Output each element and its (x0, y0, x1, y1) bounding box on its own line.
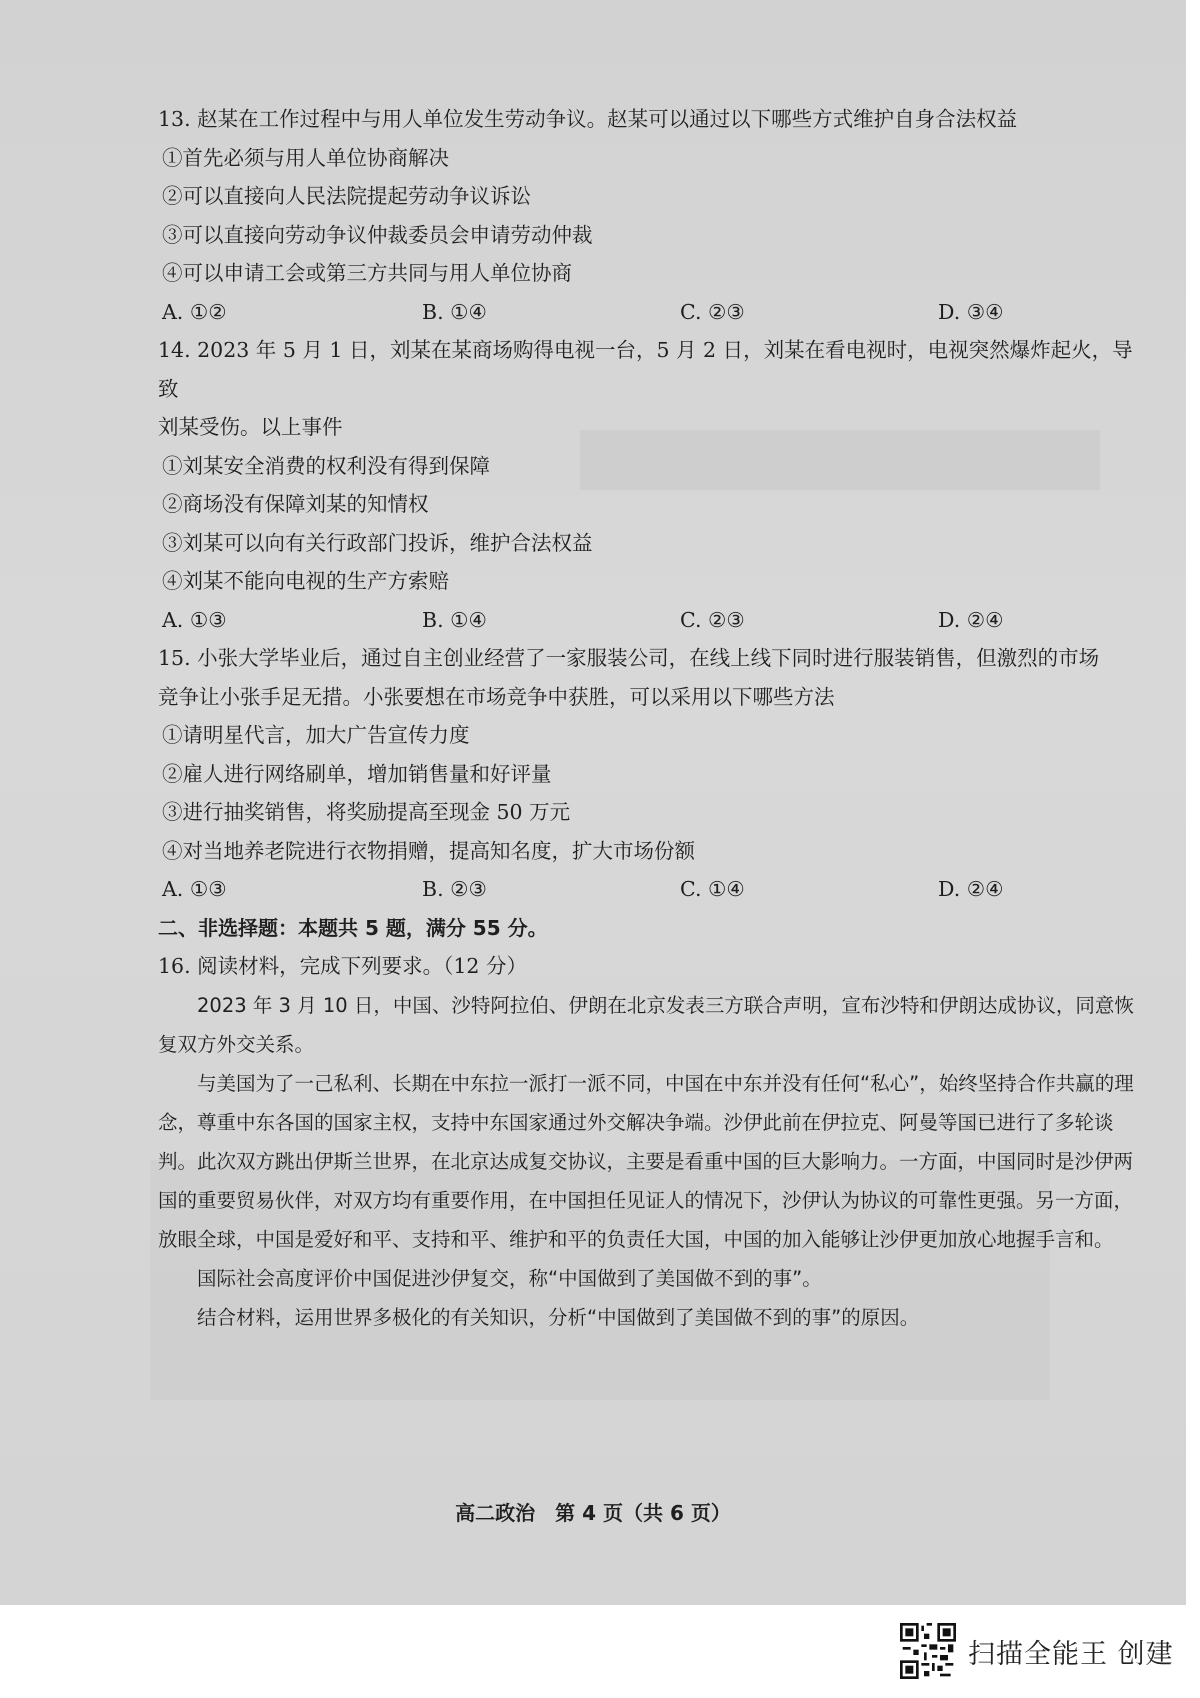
choice-b: B. ②③ (422, 877, 487, 901)
option: ①请明星代言，加大广告宣传力度 (162, 723, 470, 747)
choice-d: D. ②④ (938, 607, 1004, 632)
exam-content (158, 100, 1143, 1337)
page-footer: 高二政治 第 4 页（共 6 页） (455, 1501, 731, 1525)
choice-d: D. ②④ (938, 877, 1004, 901)
choice-a: A. ①③ (162, 607, 227, 632)
option: ④刘某不能向电视的生产方索赔 (162, 569, 449, 593)
question-stem: 14. 2023 年 5 月 1 日，刘某在某商场购得电视一台，5 月 2 日，刘某在看电视时，电视突然爆炸起火，导致 (158, 338, 1133, 401)
option: ③刘某可以向有关行政部门投诉，维护合法权益 (162, 530, 593, 555)
option: ③可以直接向劳动争议仲裁委员会申请劳动仲裁 (162, 222, 593, 247)
option: ①首先必须与用人单位协商解决 (162, 145, 449, 170)
option: ②可以直接向人民法院提起劳动争议诉讼 (162, 184, 531, 208)
choice-c: C. ②③ (680, 299, 745, 324)
answer-choices (158, 293, 1143, 332)
answer-choices (158, 870, 1143, 909)
option: ②雇人进行网络刷单，增加销售量和好评量 (162, 761, 552, 786)
option: ④可以申请工会或第三方共同与用人单位协商 (162, 261, 572, 285)
choice-b: B. ①④ (422, 607, 487, 632)
qr-code-icon (900, 1623, 956, 1679)
question-15 (158, 639, 1143, 909)
choice-a: A. ①② (162, 299, 227, 324)
material-paragraph: 2023 年 3 月 10 日，中国、沙特阿拉伯、伊朗在北京发表三方联合声明，宣布沙特和伊朗达成协议，同意恢复双方外交关系。 (158, 993, 1134, 1056)
question-stem-cont: 刘某受伤。以上事件 (158, 415, 343, 439)
choice-a: A. ①③ (162, 877, 227, 901)
answer-choices (158, 601, 1143, 640)
option: ④对当地养老院进行衣物捐赠，提高知名度，扩大市场份额 (162, 838, 695, 863)
option: ②商场没有保障刘某的知情权 (162, 492, 429, 516)
question-stem: 13. 赵某在工作过程中与用人单位发生劳动争议。赵某可以通过以下哪些方式维护自身合法权益 (158, 107, 1018, 131)
material-paragraph: 国际社会高度评价中国促进沙伊复交，称“中国做到了美国做不到的事”。 (197, 1266, 822, 1290)
choice-c: C. ②③ (680, 607, 745, 632)
option: ③进行抽奖销售，将奖励提高至现金 50 万元 (162, 800, 571, 824)
option: ①刘某安全消费的权利没有得到保障 (162, 453, 490, 478)
question-stem-cont: 竞争让小张手足无措。小张要想在市场竞争中获胜，可以采用以下哪些方法 (158, 684, 835, 709)
question-13 (158, 100, 1143, 331)
question-16 (158, 947, 1143, 1337)
question-stem: 16. 阅读材料，完成下列要求。（12 分） (158, 954, 527, 978)
material-paragraph: 与美国为了一己私利、长期在中东拉一派打一派不同，中国在中东并没有任何“私心”，始终坚持合作共赢的理念，尊重中东各国的国家主权，支持中东国家通过外交解决争端。沙伊此前在伊拉克、阿曼等国已进行了多轮谈判。此次双方跳出伊斯兰世界，在北京达成复交协议，主要是看重中国的巨大影响力。一方面，中国同时是沙伊两国的重要贸易伙伴，对双方均有重要作用，在中国担任见证人的情况下，沙伊认为协议的可靠性更强。另一方面，放眼全球，中国是爱好和平、支持和平、维护和平的负责任大国，中国的加入能够让沙伊更加放心地握手言和。 (158, 1071, 1134, 1251)
question-stem: 15. 小张大学毕业后，通过自主创业经营了一家服装公司，在线上线下同时进行服装销售，但激烈的市场 (158, 646, 1100, 670)
section-heading: 二、非选择题：本题共 5 题，满分 55 分。 (158, 915, 548, 940)
choice-c: C. ①④ (680, 877, 745, 901)
question-requirement: 结合材料，运用世界多极化的有关知识，分析“中国做到了美国做不到的事”的原因。 (197, 1305, 920, 1329)
choice-b: B. ①④ (422, 299, 487, 324)
choice-d: D. ③④ (938, 299, 1004, 324)
question-14 (158, 331, 1143, 639)
watermark-text: 扫描全能王 创建 (968, 1638, 1174, 1670)
scanner-watermark (900, 1615, 1174, 1687)
